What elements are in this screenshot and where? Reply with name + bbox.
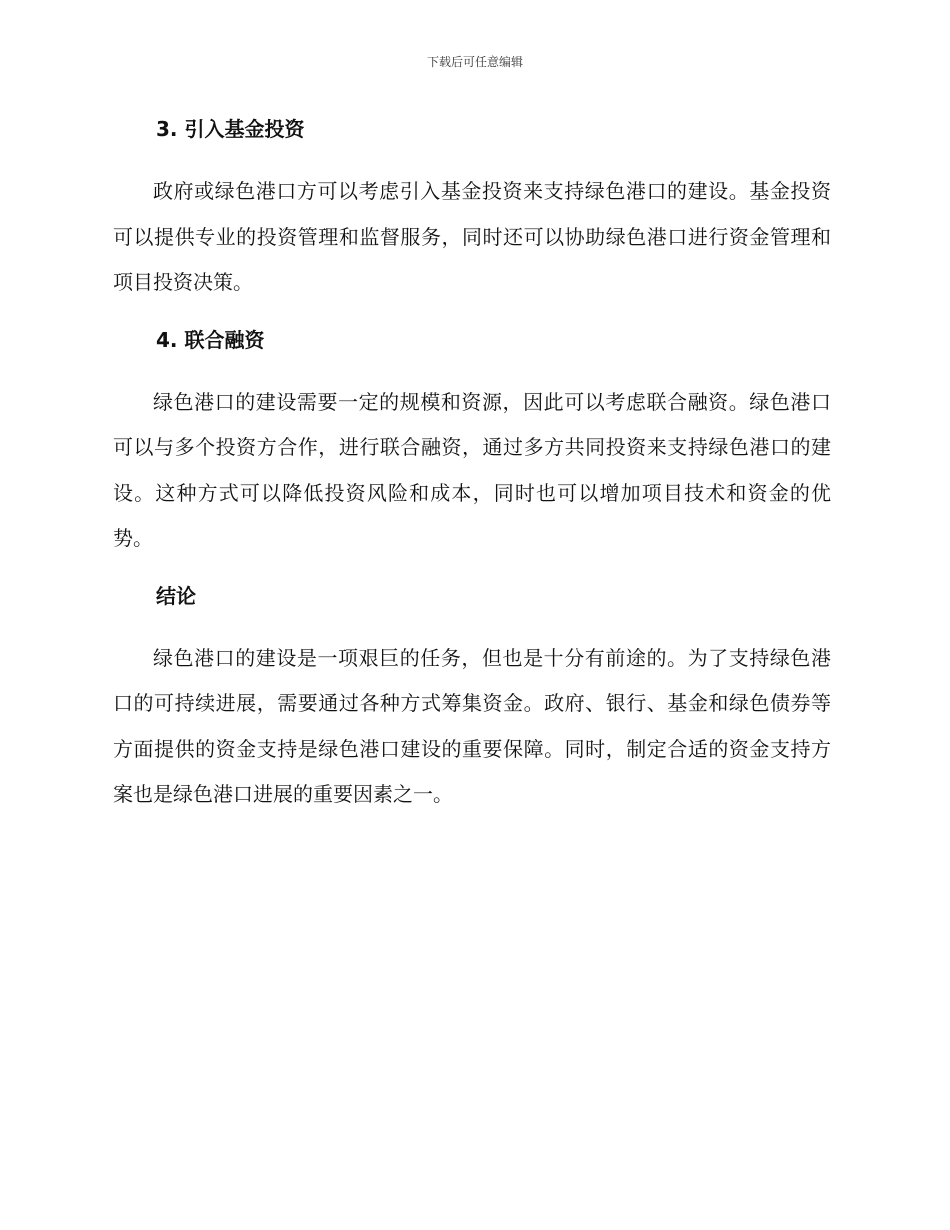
paragraph-fund-investment: 政府或绿色港口方可以考虑引入基金投资来支持绿色港口的建设。基金投资可以提供专业的投资管理和监督服务，同时还可以协助绿色港口进行资金管理和项目投资决策。 xyxy=(113,179,831,294)
section-heading-joint-financing: 4. 联合融资 xyxy=(156,327,265,352)
document-body xyxy=(113,112,831,835)
paragraph-conclusion: 绿色港口的建设是一项艰巨的任务，但也是十分有前途的。为了支持绿色港口的可持续进展，需要通过各种方式筹集资金。政府、银行、基金和绿色债券等方面提供的资金支持是绿色港口建设的重要保障。同时，制定合适的资金支持方案也是绿色港口进展的重要因素之一。 xyxy=(113,645,831,806)
paragraph-joint-financing: 绿色港口的建设需要一定的规模和资源，因此可以考虑联合融资。绿色港口可以与多个投资方合作，进行联合融资，通过多方共同投资来支持绿色港口的建设。这种方式可以降低投资风险和成本，同时也可以增加项目技术和资金的优势。 xyxy=(113,389,831,550)
section-heading-fund-investment: 3. 引入基金投资 xyxy=(156,117,305,141)
section-heading-conclusion: 结论 xyxy=(156,583,196,608)
page-header: 下载后可任意编辑 xyxy=(426,55,523,69)
